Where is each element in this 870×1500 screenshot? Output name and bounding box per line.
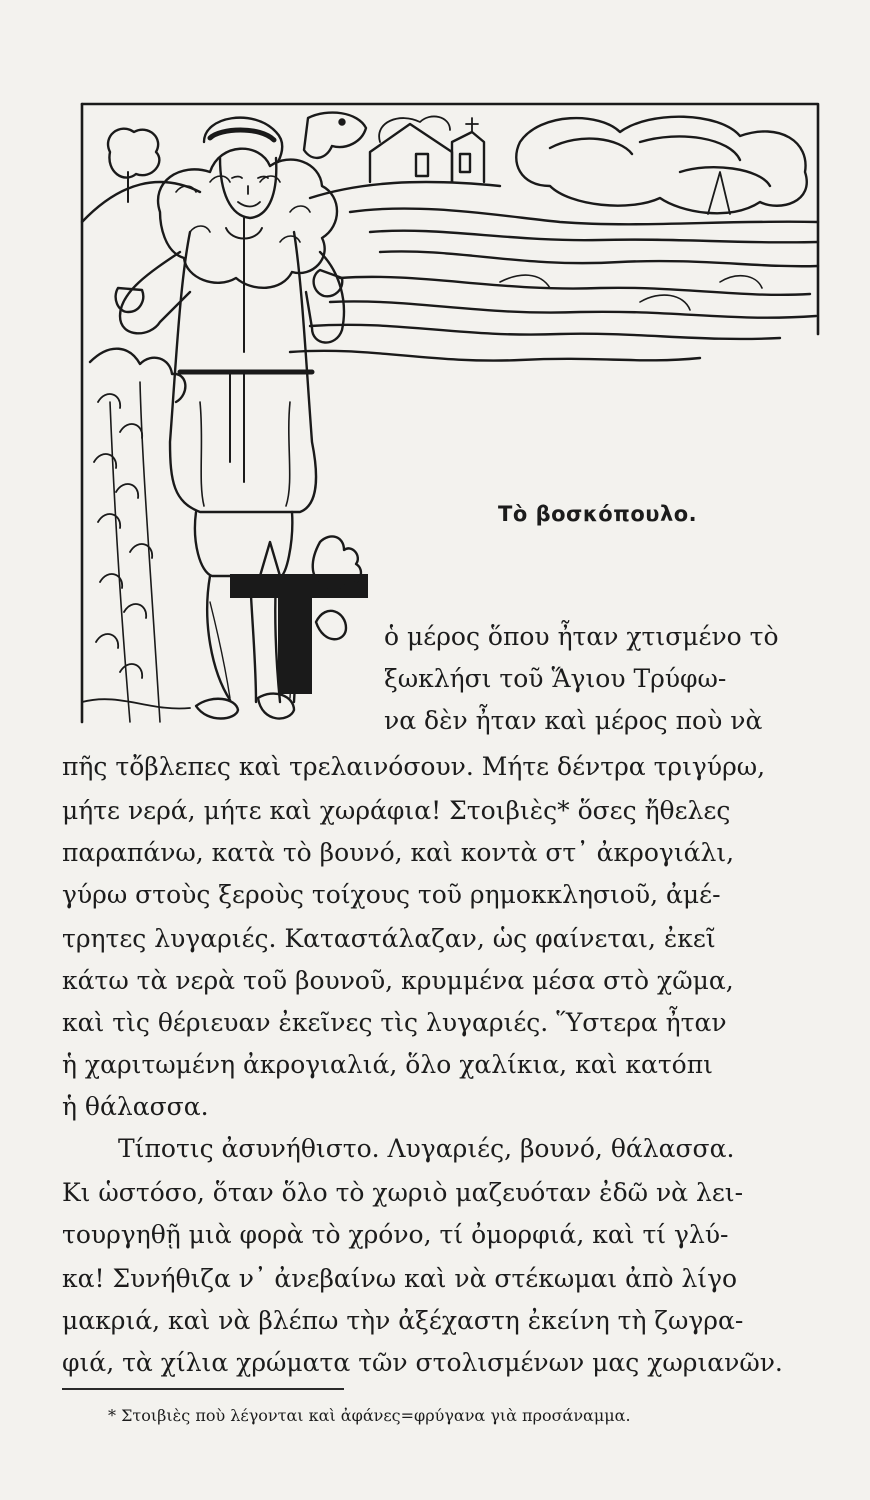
text-line: τουργηθῇ μιὰ φορὰ τὸ χρόνο, τί ὀμορφιά, καὶ τί γλύ-	[62, 1220, 729, 1249]
chapter-title: Tὸ βοσκόπουλο.	[498, 502, 698, 526]
text-line: καὶ τὶς θέριευαν ἐκεῖνες τὶς λυγαριές. Ὕστερα ἦταν	[62, 1008, 727, 1037]
text-line: ἡ θάλασσα.	[62, 1092, 209, 1121]
text-line: ξωκλήσι τοῦ Ἅγιου Τρύφω-	[384, 664, 727, 693]
text-line: φιά, τὰ χίλια χρώματα τῶν στολισμένων μας χωριανῶν.	[62, 1348, 783, 1377]
text-line: παραπάνω, κατὰ τὸ βουνό, καὶ κοντὰ στ᾽ ἀκρογιάλι,	[62, 838, 735, 867]
text-line: γύρω στοὺς ξεροὺς τοίχους τοῦ ρημοκκλησιοῦ, ἀμέ-	[62, 880, 721, 909]
footnote: * Στοιβιὲς ποὺ λέγονται καὶ ἀφάνες=φρύγανα γιὰ προσάναμμα.	[108, 1406, 631, 1425]
text-line: Τίποτις ἀσυνήθιστο. Λυγαριές, βουνό, θάλασσα.	[118, 1134, 735, 1163]
text-line: τρητες λυγαριές. Καταστάλαζαν, ὡς φαίνεται, ἐκεῖ	[62, 924, 716, 953]
text-line: να δὲν ἦταν καὶ μέρος ποὺ νὰ	[384, 706, 763, 735]
text-line: Κι ὡστόσο, ὅταν ὅλο τὸ χωριὸ μαζευόταν ἐδῶ νὰ λει-	[62, 1178, 744, 1207]
text-line: μακριά, καὶ νὰ βλέπω τὴν ἀξέχαστη ἐκείνη τὴ ζωγρα-	[62, 1306, 744, 1335]
footnote-rule	[62, 1388, 344, 1390]
text-line: ὁ μέρος ὅπου ἦταν χτισμένο τὸ	[384, 622, 779, 651]
text-line: ἡ χαριτωμένη ἀκρογιαλιά, ὅλο χαλίκια, καὶ κατόπι	[62, 1050, 713, 1079]
text-line: κάτω τὰ νερὰ τοῦ βουνοῦ, κρυμμένα μέσα στὸ χῶμα,	[62, 966, 734, 995]
text-line: κα! Συνήθιζα ν᾽ ἀνεβαίνω καὶ νὰ στέκωμαι ἀπὸ λίγο	[62, 1264, 738, 1293]
text-line: πῆς τὄβλεπες καὶ τρελαινόσουν. Μήτε δέντρα τριγύρω,	[62, 752, 766, 781]
text-line: μήτε νερά, μήτε καὶ χωράφια! Στοιβιὲς* ὅσες ἤθελες	[62, 796, 731, 825]
